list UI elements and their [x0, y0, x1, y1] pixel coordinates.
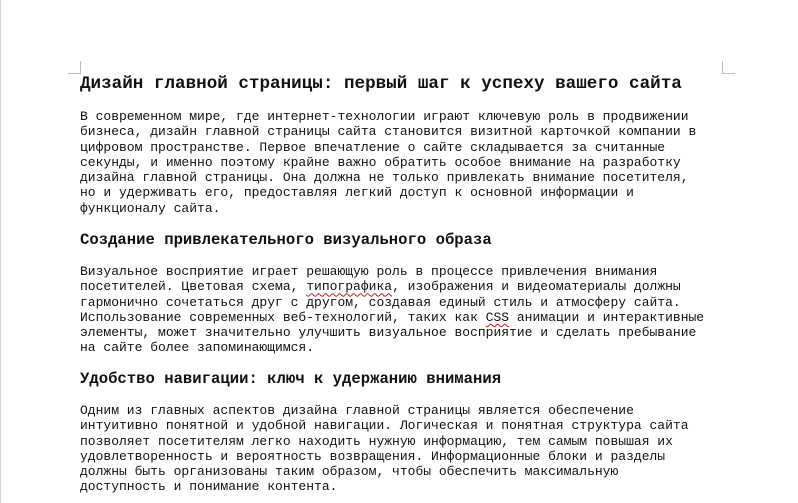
- paragraph-line: элементы, может значительно улучшить визуальное восприятие и сделать пребывание: [80, 325, 697, 341]
- text-run: посетителей. Цветовая схема,: [80, 279, 307, 295]
- paragraph-line: дизайна главной страницы. Она должна не только привлекать внимание посетителя,: [80, 170, 689, 186]
- paragraph-line: цифровом пространстве. Первое впечатление о сайте складывается за считанные: [80, 139, 666, 155]
- visual-section-paragraph: [80, 264, 704, 356]
- paragraph-line: но и удерживать его, предоставляя легкий доступ к основной информации и: [80, 185, 634, 201]
- spellcheck-flagged-word[interactable]: типографика: [306, 279, 393, 295]
- paragraph-line: позволяет посетителям легко находить нужную информацию, тем самым повышая их: [80, 433, 673, 449]
- page-edge-rule: [0, 0, 1, 503]
- paragraph-line: секунды, и именно поэтому крайне важно обратить особое внимание на разработку: [80, 154, 681, 170]
- paragraph-line: должны быть организованы таким образом, чтобы обеспечить максимальную: [80, 464, 619, 480]
- intro-paragraph: [80, 109, 696, 216]
- paragraph-line: [80, 310, 704, 325]
- paragraph-line: гармонично сочетаться друг с другом, создавая единый стиль и атмосферу сайта.: [80, 294, 681, 310]
- section-heading-block: [80, 230, 492, 250]
- section-heading-block: [80, 369, 501, 389]
- paragraph-line: [80, 279, 704, 294]
- navigation-section-paragraph: [80, 403, 689, 495]
- document-title: Дизайн главной страницы: первый шаг к успеху вашего сайта: [80, 74, 682, 94]
- text-boundary-corner-top-right: [722, 61, 735, 74]
- paragraph-line: доступность и понимание контента.: [80, 479, 338, 495]
- paragraph-line: Одним из главных аспектов дизайна главной страницы является обеспечение: [80, 403, 634, 418]
- spellcheck-flagged-word[interactable]: CSS: [485, 309, 510, 325]
- text-run: , изображения и видеоматериалы должны: [392, 279, 681, 295]
- paragraph-line: интуитивно понятной и удобной навигации. Логическая и понятная структура сайта: [80, 418, 689, 434]
- section-heading-navigation: Удобство навигации: ключ к удержанию внимания: [80, 370, 502, 388]
- paragraph-line: удовлетворенность и вероятность возвращения. Информационные блоки и разделы: [80, 448, 666, 464]
- paragraph-line: на сайте более запоминающимся.: [80, 340, 315, 356]
- section-heading-visual: Создание привлекательного визуального образа: [80, 231, 492, 249]
- paragraph-line: В современном мире, где интернет-технологии играют ключевую роль в продвижении: [80, 109, 689, 124]
- text-run: Использование современных веб-технологий, таких как: [80, 309, 486, 325]
- paragraph-line: Визуальное восприятие играет решающую роль в процессе привлечения внимания: [80, 264, 658, 279]
- paragraph-line: бизнеса, дизайн главной страницы сайта становится визитной карточкой компании в: [80, 124, 697, 140]
- text-run: анимации и интерактивные: [509, 309, 705, 325]
- paragraph-line: функционалу сайта.: [80, 200, 221, 216]
- title-block: [80, 72, 682, 96]
